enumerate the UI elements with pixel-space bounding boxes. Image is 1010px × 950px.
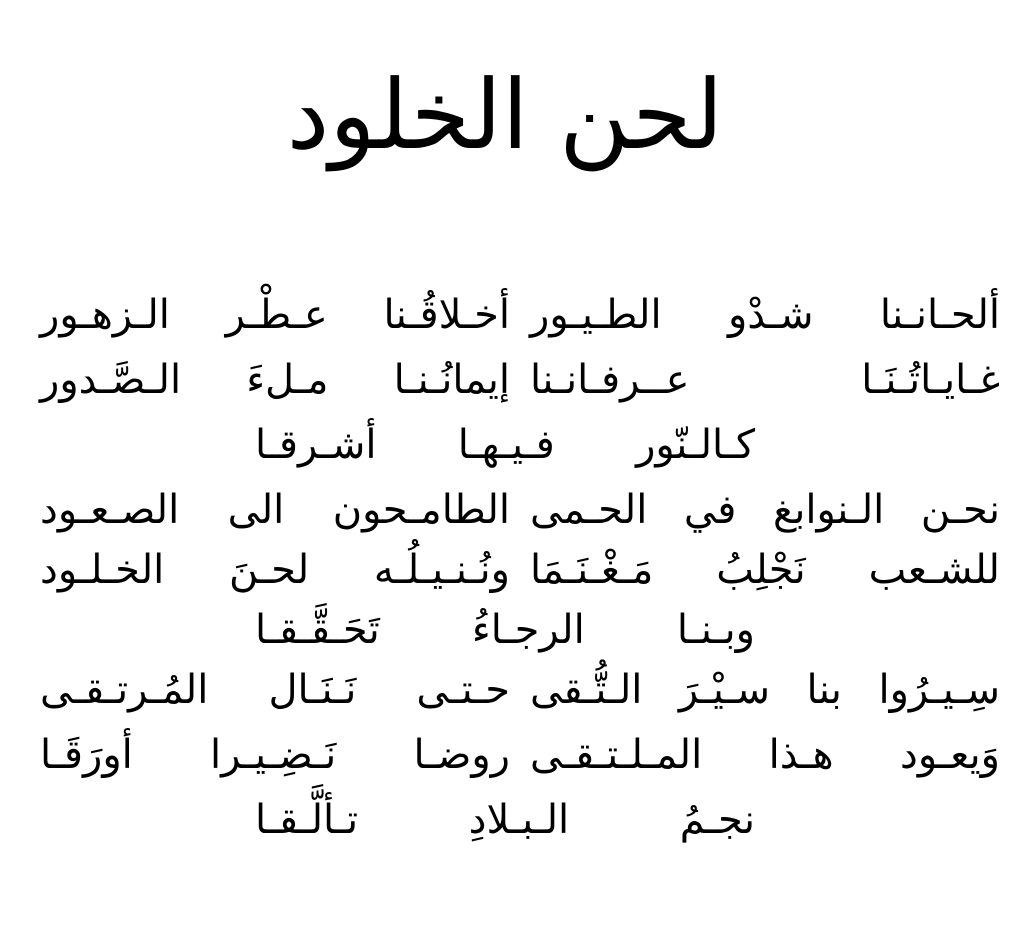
poem-title: لحن الخلود (286, 59, 724, 171)
verse-line-6 (40, 725, 1000, 785)
chorus-line-2: وبـنـا الرجـاءُ تَحَـقَّـقـا (255, 607, 755, 653)
verse-2-second-hemistich: إيمانُـنـا مـلءَ الـصَّـدور (40, 357, 510, 403)
verse-5-first-hemistich: سِـيـرُوا بنا سـيْـرَ الـتُّـقى (530, 667, 1000, 713)
verse-4-second-hemistich: ونُـنـيـلُـه لحـنَ الخـلـود (40, 547, 510, 593)
verse-2-first-hemistich: غـايـاتُـنَـا عــرفـانـنا (530, 357, 1000, 403)
chorus-line-1: كـالـنّور فـيـهـا أشـرقـا (255, 422, 755, 468)
verse-6-first-hemistich: وَيعـود هـذا المـلـتـقـى (530, 732, 1000, 778)
verse-4-first-hemistich: للشـعب نَجْلِبُ مَـغْـنَـمَا (530, 547, 1000, 593)
verse-line-5 (40, 660, 1000, 720)
verse-6-second-hemistich: روضـا نَـضِـيـرا أورَقَـا (40, 732, 510, 778)
verse-1-second-hemistich: أخـلاقُـنا عـطْـر الـزهـور (40, 292, 510, 338)
verse-1-first-hemistich: ألحـانـنا شـدْو الطـيـور (530, 292, 1000, 338)
verse-line-2 (40, 350, 1000, 410)
verse-3-second-hemistich: الطامـحون الى الصـعـود (40, 487, 510, 533)
verse-line-4 (40, 540, 1000, 600)
verse-3-first-hemistich: نحـن الـنوابغ في الحـمى (530, 487, 1000, 533)
verse-line-1 (40, 285, 1000, 345)
verse-line-3 (40, 480, 1000, 540)
chorus-line-3: نجـمُ الـبـلادِ تـألَّـقـا (255, 797, 755, 843)
verse-5-second-hemistich: حـتـى نَـنَـال المُـرتـقـى (40, 667, 510, 713)
